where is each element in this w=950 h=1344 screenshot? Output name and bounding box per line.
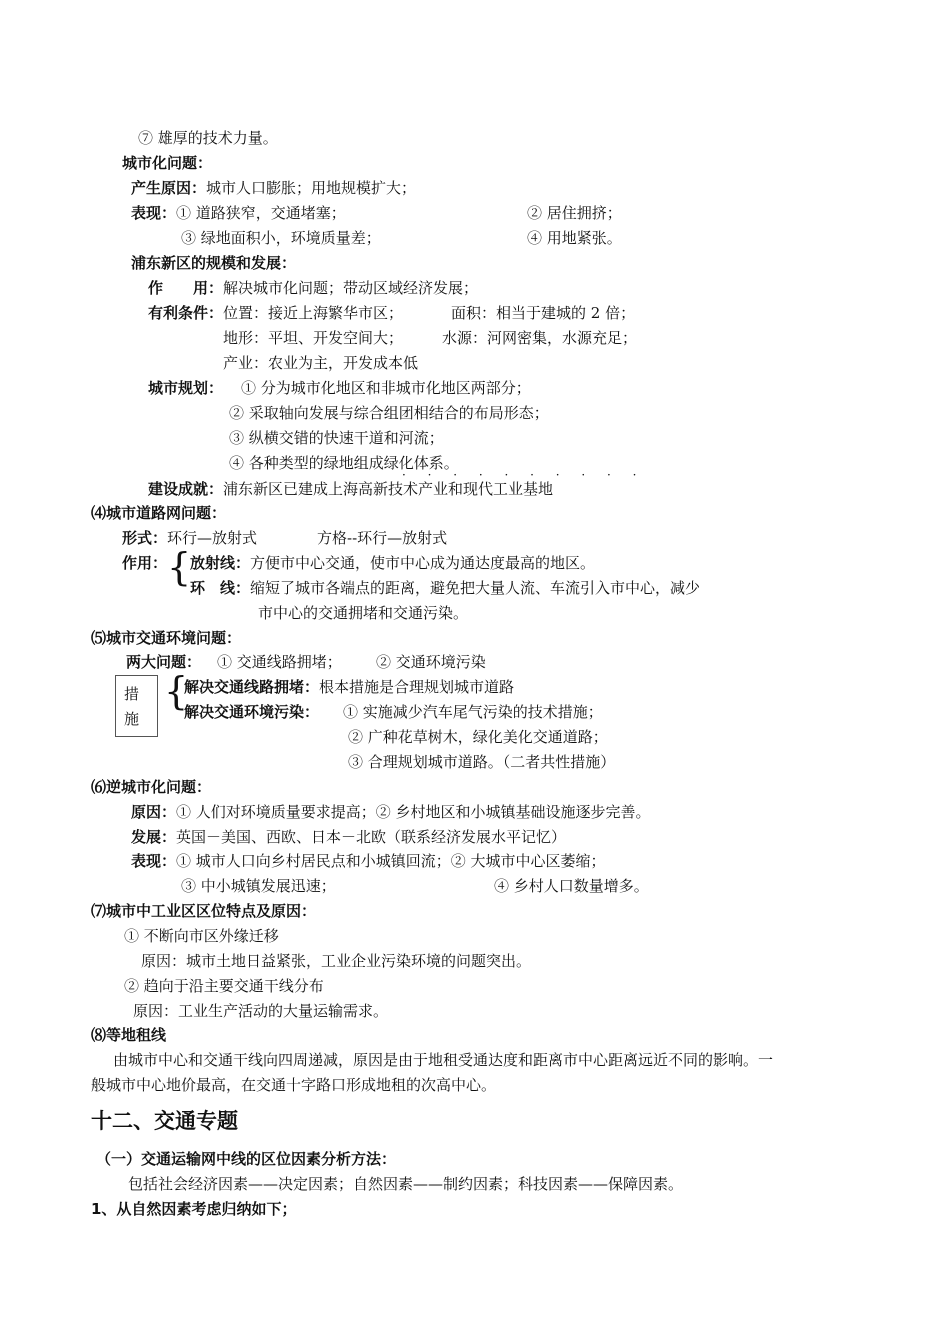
text-line: ① 分为城市化地区和非城市化地区两部分； xyxy=(241,379,531,397)
text: 根本措施是合理规划城市道路 xyxy=(319,678,515,696)
section-heading: ⑹逆城市化问题： xyxy=(91,778,212,796)
text-line: ② 趋向于沿主要交通干线分布 xyxy=(124,977,324,995)
section-heading: 1、从自然因素考虑归纳如下； xyxy=(91,1200,297,1218)
label: 发展： xyxy=(131,828,177,846)
text: 方便市中心交通，使市中心成为通达度最高的地区。 xyxy=(250,554,596,572)
brace: { xyxy=(167,545,192,589)
box-text: 措 xyxy=(124,685,140,703)
text-line: ① 实施减少汽车尾气污染的技术措施； xyxy=(343,703,603,721)
section-heading: 浦东新区的规模和发展： xyxy=(131,254,297,272)
text-line xyxy=(190,578,700,598)
text: 缩短了城市各端点的距离，避免把大量人流、车流引入市中心，减少 xyxy=(250,579,701,597)
text-line: ② 广种花草树木，绿化美化交通道路； xyxy=(348,728,608,746)
text-line: ③ 中小城镇发展迅速； xyxy=(181,877,336,895)
text-line: 原因：工业生产活动的大量运输需求。 xyxy=(133,1002,389,1020)
label: 表现： xyxy=(131,852,177,870)
text-line: ② 交通环境污染 xyxy=(376,653,486,671)
label: 建设成就： xyxy=(148,480,224,498)
section-heading: ⑻等地租线 xyxy=(91,1026,167,1044)
list-item: ⑦ 雄厚的技术力量。 xyxy=(138,129,278,147)
section-heading: ⑸城市交通环境问题： xyxy=(91,629,242,647)
text: 解决城市化问题；带动区域经济发展； xyxy=(223,279,479,297)
text-line xyxy=(148,303,403,323)
text: 城市人口膨胀；用地规模扩大； xyxy=(206,179,417,197)
text-line: 产业：农业为主，开发成本低 xyxy=(223,354,419,372)
brace: { xyxy=(164,669,189,713)
section-heading: 城市化问题： xyxy=(122,154,213,172)
text-line: 水源：河网密集，水源充足； xyxy=(442,329,638,347)
text-line xyxy=(131,827,566,847)
section-heading: （一）交通运输网中线的区位因素分析方法： xyxy=(96,1150,397,1168)
text-line xyxy=(148,479,553,499)
box-text: 施 xyxy=(124,710,140,728)
text-line xyxy=(131,178,416,198)
label: 放射线： xyxy=(190,554,251,572)
label: 表现： xyxy=(131,204,177,222)
text-line: 方格--环行—放射式 xyxy=(317,529,448,547)
text-line xyxy=(190,553,595,573)
text: 浦东新区已建成上海高新技术产业和现代工业基地 xyxy=(223,480,554,498)
page-title: 十二、交通专题 xyxy=(91,1109,238,1133)
text-line: 市中心的交通拥堵和交通污染。 xyxy=(258,604,469,622)
paragraph-line: 由城市中心和交通干线向四周递减，原因是由于地租受通达度和距离市中心距离远近不同的影响。一 xyxy=(113,1051,774,1069)
text: ① 道路狭窄，交通堵塞； xyxy=(176,204,346,222)
text-line: 地形：平坦、开发空间大； xyxy=(223,329,404,347)
emphasis-dots: · · · · · · · · · · xyxy=(402,468,646,482)
label: 城市规划： xyxy=(148,379,224,397)
paragraph-line: 般城市中心地价最高，在交通十字路口形成地租的次高中心。 xyxy=(91,1076,497,1094)
label: 原因： xyxy=(131,803,177,821)
text-line: ① 不断向市区外缘迁移 xyxy=(124,927,279,945)
text-line xyxy=(184,677,514,697)
label: 两大问题： xyxy=(126,653,202,671)
label: 环 线： xyxy=(190,579,251,597)
text-line: ④ 用地紧张。 xyxy=(527,229,622,247)
text: 位置：接近上海繁华市区； xyxy=(223,304,404,322)
label: 解决交通线路拥堵： xyxy=(184,678,320,696)
text-line xyxy=(131,802,651,822)
label: 解决交通环境污染： xyxy=(184,703,320,721)
text-line: ③ 绿地面积小，环境质量差； xyxy=(181,229,381,247)
text-line: ③ 合理规划城市道路。（二者共性措施） xyxy=(348,753,616,771)
text-line: 包括社会经济因素——决定因素；自然因素——制约因素；科技因素——保障因素。 xyxy=(128,1175,684,1193)
text-line xyxy=(148,378,223,398)
label: 产生原因： xyxy=(131,179,207,197)
text-line: 面积：相当于建城的 2 倍； xyxy=(451,304,636,322)
section-heading: ⑺城市中工业区区位特点及原因： xyxy=(91,902,317,920)
label: 作 用： xyxy=(148,279,224,297)
label: 有利条件： xyxy=(148,304,224,322)
text-line: ① 交通线路拥堵； xyxy=(217,653,342,671)
text: 英国－美国、西欧、日本－北欧（联系经济发展水平记忆） xyxy=(176,828,567,846)
label: 作用： xyxy=(122,554,168,572)
text: ① 城市人口向乡村居民点和小城镇回流；② 大城市中心区萎缩； xyxy=(176,852,606,870)
text-line: ④ 乡村人口数量增多。 xyxy=(494,877,649,895)
label: 形式： xyxy=(122,529,168,547)
text-line: ④ 各种类型的绿地组成绿化体系。 xyxy=(229,454,459,472)
text-line xyxy=(131,203,346,223)
text: ① 人们对环境质量要求提高；② 乡村地区和小城镇基础设施逐步完善。 xyxy=(176,803,651,821)
text-line: ③ 纵横交错的快速干道和河流； xyxy=(229,429,444,447)
text-line xyxy=(184,702,319,722)
text-line: 原因：城市土地日益紧张，工业企业污染环境的问题突出。 xyxy=(141,952,532,970)
text: 环行—放射式 xyxy=(167,529,258,547)
measure-box xyxy=(115,675,158,737)
section-heading: ⑷城市道路网问题： xyxy=(91,504,227,522)
text-line xyxy=(131,851,606,871)
text-line xyxy=(148,278,478,298)
text-line: ② 采取轴向发展与综合组团相结合的布局形态； xyxy=(229,404,549,422)
text-line: ② 居住拥挤； xyxy=(527,204,622,222)
